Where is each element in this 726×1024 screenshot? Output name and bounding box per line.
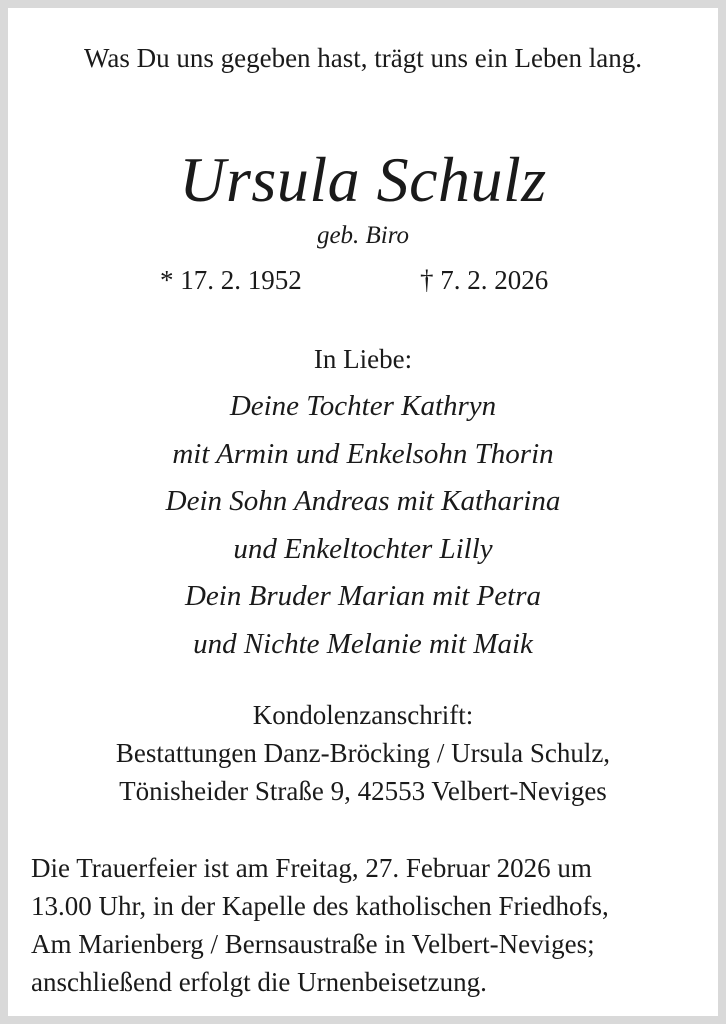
condolence-address xyxy=(8,696,718,810)
motto-line: Was Du uns gegeben hast, trägt uns ein Leben lang. xyxy=(84,43,642,73)
death-date: † 7. 2. 2026 xyxy=(420,265,549,295)
family-line: Dein Bruder Marian mit Petra xyxy=(184,580,541,612)
ceremony-line: 13.00 Uhr, in der Kapelle des katholischen Friedhofs, xyxy=(31,891,609,921)
ceremony-line: Die Trauerfeier ist am Freitag, 27. Februar 2026 um xyxy=(31,853,592,883)
maiden-name: geb. Biro xyxy=(316,222,410,249)
obituary-card xyxy=(8,8,718,1016)
family-line: Dein Sohn Andreas mit Katharina xyxy=(165,485,561,517)
life-dates xyxy=(8,264,718,296)
in-love-heading: In Liebe: xyxy=(313,344,413,374)
family-line: und Enkeltochter Lilly xyxy=(233,532,493,565)
condolence-heading: Kondolenzanschrift: xyxy=(252,700,474,730)
family-line: Deine Tochter Kathryn xyxy=(229,390,497,422)
condolence-line: Tönisheider Straße 9, 42553 Velbert-Neviges xyxy=(119,776,607,806)
condolence-line: Bestattungen Danz-Bröcking / Ursula Schulz, xyxy=(115,738,611,768)
ceremony-line: anschließend erfolgt die Urnenbeisetzung. xyxy=(31,967,487,997)
ceremony-line: Am Marienberg / Bernsaustraße in Velbert-Neviges; xyxy=(31,929,595,959)
birth-date: * 17. 2. 1952 xyxy=(160,265,302,295)
family-line: mit Armin und Enkelsohn Thorin xyxy=(172,437,554,470)
deceased-name: Ursula Schulz xyxy=(179,144,547,215)
ceremony-details xyxy=(31,849,701,1001)
family-line: und Nichte Melanie mit Maik xyxy=(193,627,533,660)
family-list xyxy=(8,386,718,671)
